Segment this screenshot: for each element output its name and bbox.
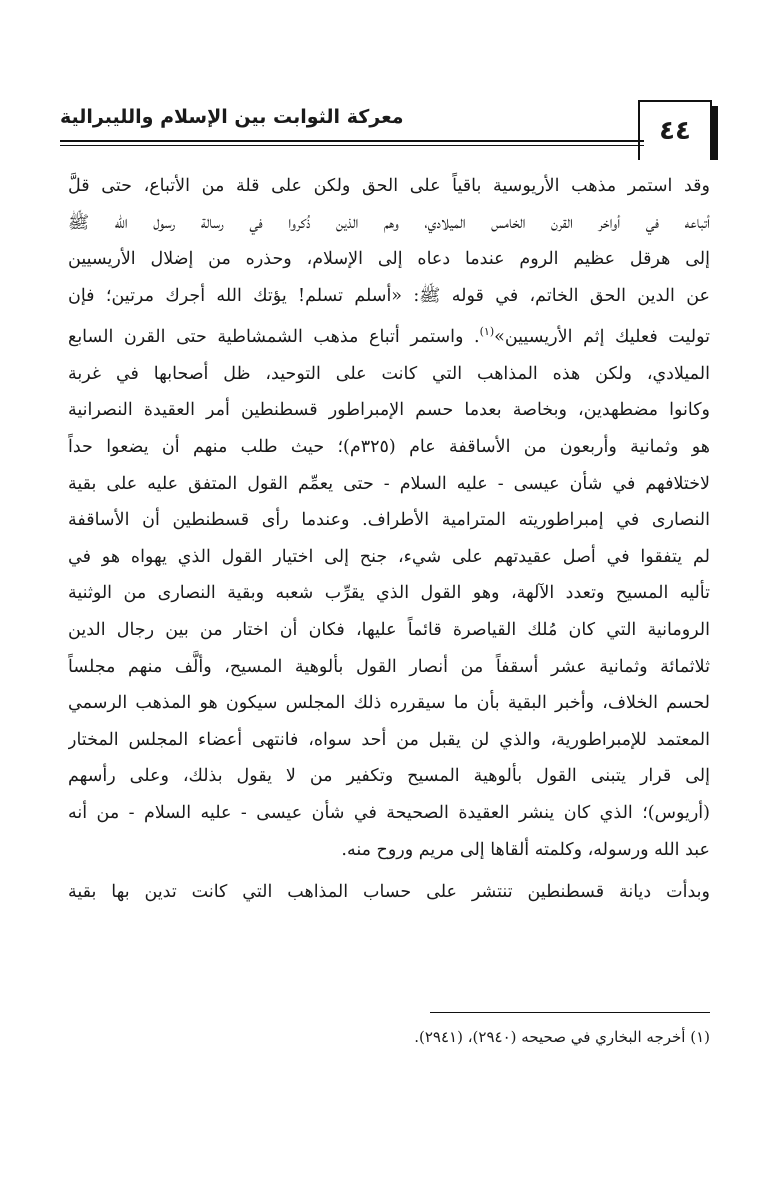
text-fragment: . واستمر أتباع مذهب الشمشاطية حتى القرن السابع [68,327,480,348]
text-line: لم يتفقوا في أصل عقيدتهم على شيء، جنح إلى اختيار القول الذي يهواه هو في [68,546,710,567]
footnote: (١) أخرجه البخاري في صحيحه (٢٩٤٠)، (٢٩٤١). [414,1028,710,1046]
text-line: هو وثمانية وأربعون من الأساقفة عام (٣٢٥م)؛ حيث طلب منهم أن يضعوا حداً [68,436,710,457]
header-rule-thin [60,145,644,146]
text-line: وبدأت ديانة قسطنطين تنتشر على حساب المذاهب التي كانت تدين بها بقية [68,882,710,903]
text-line: عبد الله ورسوله، وكلمته ألقاها إلى مريم وروح منه. [341,839,710,860]
text-line: (أريوس)؛ الذي كان ينشر العقيدة الصحيحة في شأن عيسى - عليه السلام - من أنه [68,802,710,823]
text-line: ثلاثمائة وثمانية عشر أسقفاً من أنصار القول بألوهية المسيح، وألَّف منهم مجلساً [68,656,710,677]
text-line: وقد استمر مذهب الأريوسية باقياً على الحق ولكن على قلة من الأتباع، حتى قلَّ [68,176,710,196]
running-title: معركة الثوابت بين الإسلام والليبرالية [60,106,404,128]
text-line: لحسم الخلاف، وأخبر البقية بأن ما سيقرره ذلك المجلس سيكون هو المذهب الرسمي [68,693,710,714]
text-fragment: توليت فعليك إثم الأريسيين» [494,327,710,348]
page-header [60,100,712,160]
text-line: الميلادي، ولكن هذه المذاهب التي كانت على التوحيد، ظل أصحابها في غربة [68,363,710,384]
text-line: الرومانية التي كان مُلك القياصرة قائماً عليها، فكان أن اختار من بين رجال الدين [68,619,710,640]
text-line-with-footnote [68,314,710,355]
text-line: تأليه المسيح وتعدد الآلهة، وهو القول الذي يقرِّب شعبه وبقية النصارى من الوثنية [68,583,710,604]
text-line: وكانوا مضطهدين، وبخاصة بعدما حسم الإمبراطور قسطنطين أمر العقيدة النصرانية [68,400,710,421]
text-line: لاختلافهم في شأن عيسى - عليه السلام - حتى يعمِّم القول المتفق عليه على بقية [68,473,710,494]
footnote-rule [430,1012,710,1013]
text-line: أتباعه في أواخر القرن الخامس الميلادي، وهم الذين ذُكروا في رسالة رسول الله ﷺ [68,212,710,233]
text-line: إلى هرقل عظيم الروم عندما دعاه إلى الإسلام، وحذره من إضلال الأريسيين [68,249,710,270]
text-line: النصارى في إمبراطوريته المترامية الأطراف. وعندما رأى قسطنطين أن الأساقفة [68,510,710,531]
footnote-reference: (١) [479,325,495,339]
text-line: عن الدين الحق الخاتم، في قوله ﷺ: «أسلم تسلم! يؤتك الله أجرك مرتين؛ فإن [68,285,710,306]
text-line: المعتمد للإمبراطورية، والذي لن يقبل من أحد سواه، فانتهى أعضاء المجلس المختار [68,729,710,750]
page-number: ٤٤ [659,116,691,146]
header-rule [60,140,644,142]
page-number-box [638,100,712,160]
body-text [68,168,710,911]
text-line: إلى قرار يتبنى القول بألوهية المسيح وتكفير من لا يقول بذلك، وعلى رأسهم [68,766,710,787]
